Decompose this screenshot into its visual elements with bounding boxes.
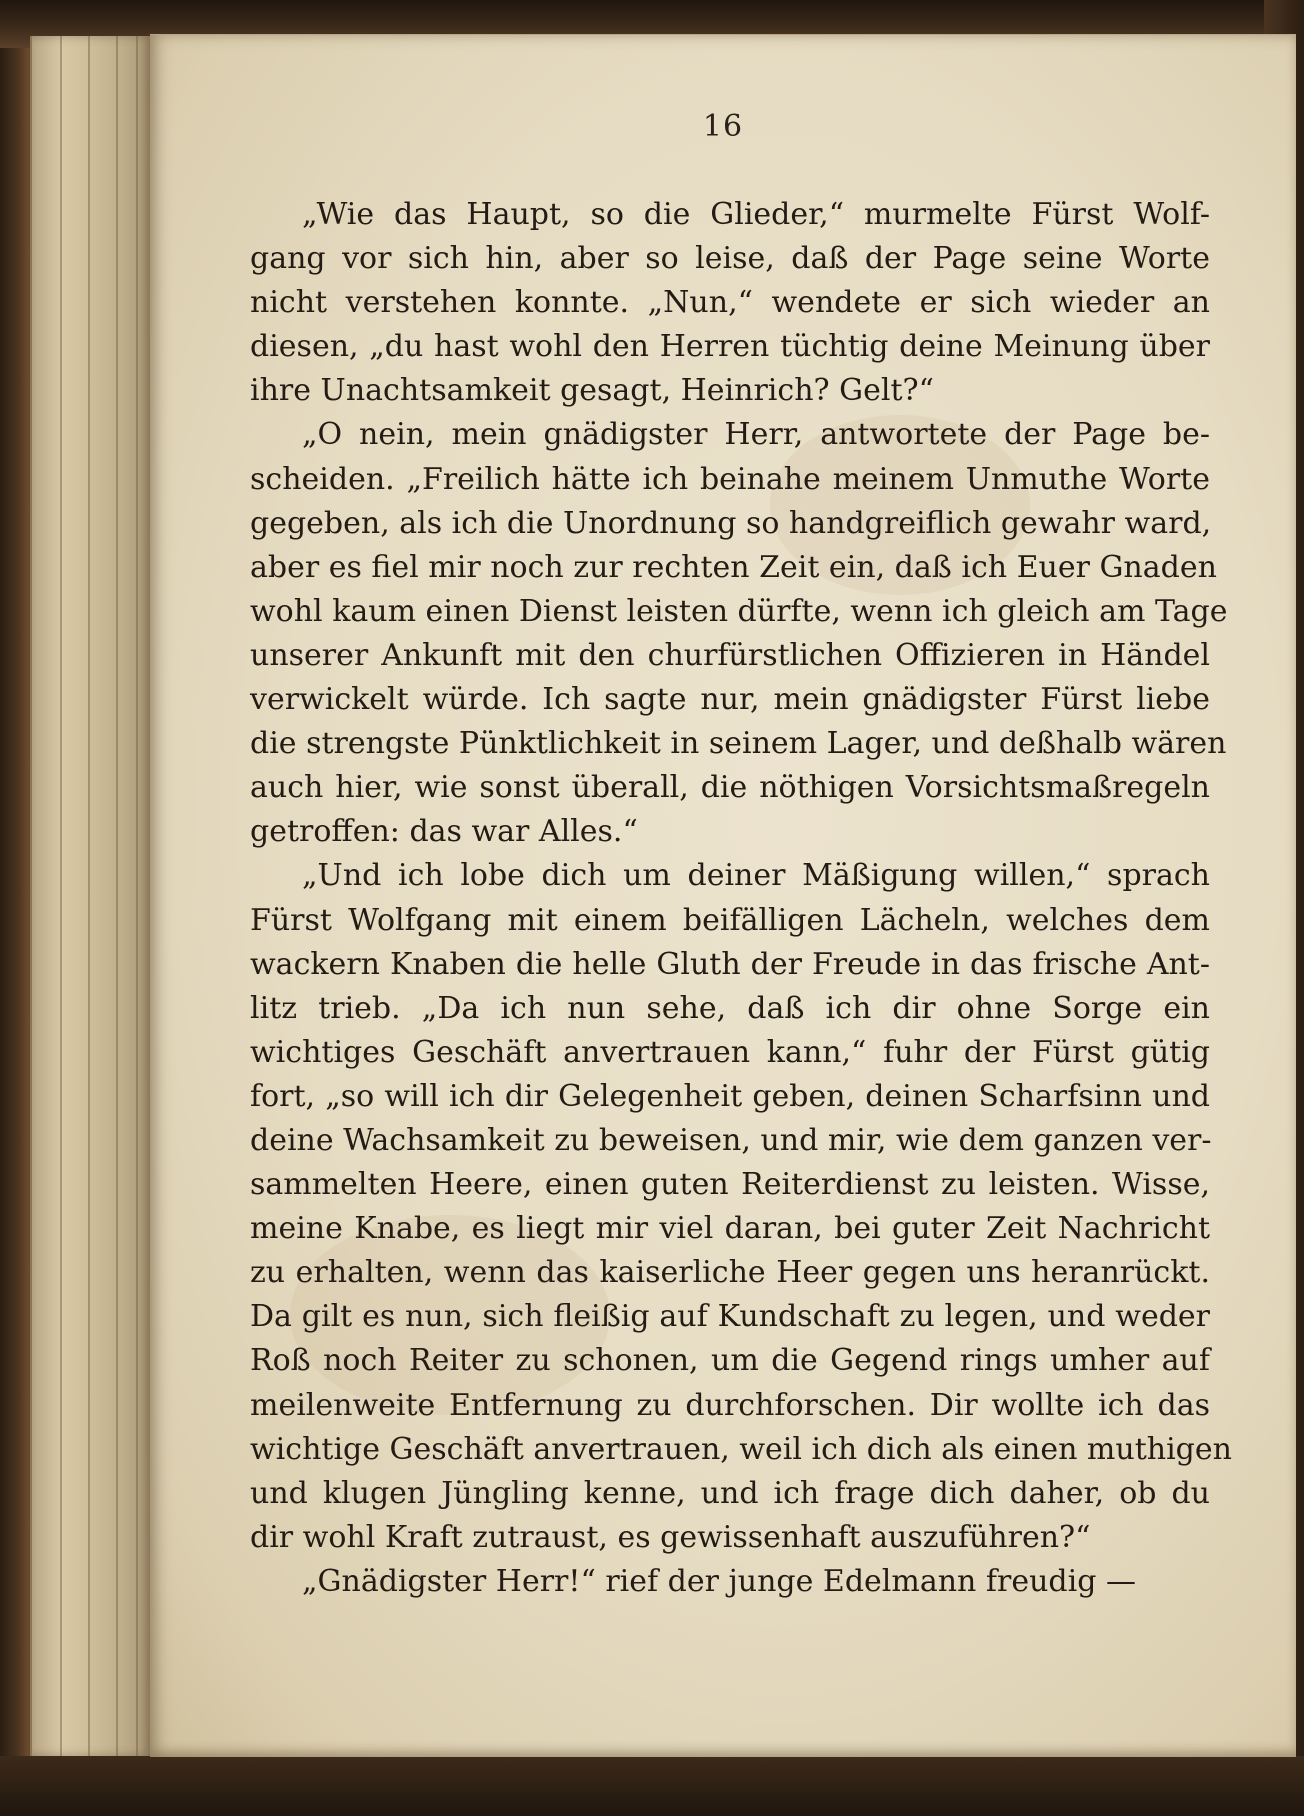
book-cover-bottom-edge — [0, 1756, 1304, 1816]
text-line: ihre Unachtsamkeit gesagt, Heinrich? Gelt?“ — [250, 373, 934, 409]
text-line: „Gnädigster Herr!“ rief der junge Edelmann freudig — — [302, 1563, 1136, 1599]
text-line: unserer Ankunft mit den churfürstlichen Offizieren in Händel — [250, 637, 1210, 673]
text-line: gegeben, als ich die Unordnung so handgreiflich gewahr ward, — [250, 505, 1212, 541]
text-line: deine Wachsamkeit zu beweisen, und mir, wie dem ganzen ver- — [250, 1122, 1212, 1158]
text-line: nicht verstehen konnte. „Nun,“ wendete er sich wieder an — [250, 285, 1210, 321]
text-line: wichtiges Geschäft anvertrauen kann,“ fuhr der Fürst gütig — [250, 1034, 1210, 1070]
text-line: getroffen: das war Alles.“ — [250, 814, 638, 850]
text-line: dir wohl Kraft zutraust, es gewissenhaft auszuführen?“ — [250, 1519, 1091, 1555]
text-line: „O nein, mein gnädigster Herr, antwortete der Page be- — [302, 417, 1210, 453]
text-line: die strengste Pünktlichkeit in seinem Lager, und deßhalb wären — [250, 726, 1227, 762]
text-line: und klugen Jüngling kenne, und ich frage dich daher, ob du — [250, 1475, 1210, 1511]
text-line: gang vor sich hin, aber so leise, daß der Page seine Worte — [250, 241, 1210, 277]
text-line: litz trieb. „Da ich nun sehe, daß ich dir ohne Sorge ein — [250, 990, 1210, 1026]
text-line: fort, „so will ich dir Gelegenheit geben, deinen Scharfsinn und — [250, 1078, 1210, 1114]
text-line: aber es fiel mir noch zur rechten Zeit ein, daß ich Euer Gnaden — [250, 549, 1217, 585]
book-page — [150, 34, 1296, 1757]
text-line: verwickelt würde. Ich sagte nur, mein gnädigster Fürst liebe — [250, 682, 1210, 718]
text-line: wohl kaum einen Dienst leisten dürfte, wenn ich gleich am Tage — [250, 593, 1228, 629]
text-line: sammelten Heere, einen guten Reiterdienst zu leisten. Wisse, — [250, 1167, 1210, 1203]
text-line: zu erhalten, wenn das kaiserliche Heer gegen uns heranrückt. — [250, 1255, 1210, 1291]
page-number: 16 — [702, 109, 744, 144]
text-line: Da gilt es nun, sich fleißig auf Kundschaft zu legen, und weder — [250, 1299, 1210, 1335]
text-line: wichtige Geschäft anvertrauen, weil ich dich als einen muthigen — [250, 1431, 1232, 1467]
text-line: Roß noch Reiter zu schonen, um die Gegend rings umher auf — [250, 1343, 1210, 1379]
text-line: „Wie das Haupt, so die Glieder,“ murmelte Fürst Wolf- — [302, 197, 1210, 232]
page-body-text — [250, 193, 1232, 1604]
text-line: auch hier, wie sonst überall, die nöthigen Vorsichtsmaßregeln — [250, 770, 1210, 806]
text-line: wackern Knaben die helle Gluth der Freude in das frische Ant- — [250, 946, 1210, 982]
text-line: meilenweite Entfernung zu durchforschen. Dir wollte ich das — [250, 1387, 1210, 1423]
text-line: diesen, „du hast wohl den Herren tüchtig deine Meinung über — [250, 329, 1210, 365]
text-line: scheiden. „Freilich hätte ich beinahe meinem Unmuthe Worte — [250, 461, 1210, 497]
text-line: meine Knabe, es liegt mir viel daran, bei guter Zeit Nachricht — [250, 1211, 1210, 1247]
underlying-page-edges — [30, 36, 152, 1756]
text-line: Fürst Wolfgang mit einem beifälligen Lächeln, welches dem — [250, 902, 1210, 938]
text-line: „Und ich lobe dich um deiner Mäßigung willen,“ sprach — [302, 858, 1210, 894]
